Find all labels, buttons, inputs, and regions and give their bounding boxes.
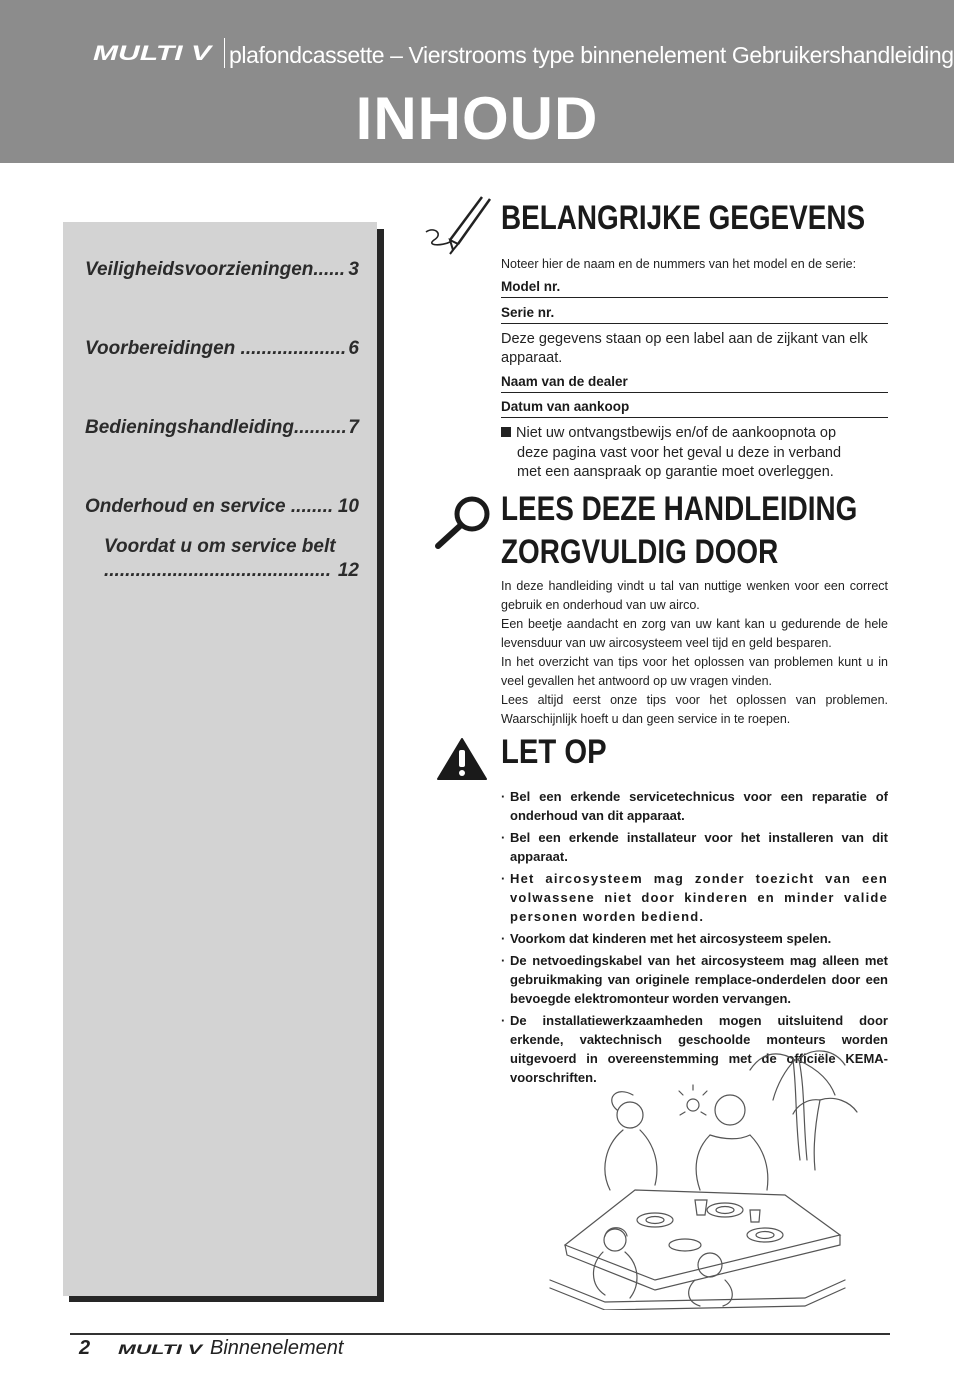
caution-item: · Het aircosysteem mag zonder toezicht van een volwassene niet door kinderen en minder valide personen worden bediend.	[501, 869, 888, 926]
important-intro: Noteer hier de naam en de nummers van het model en de serie:	[501, 257, 857, 271]
header-divider	[224, 38, 225, 68]
toc-item-operation[interactable]: Bedieningshandleiding.......... 7	[85, 417, 359, 438]
page-title: INHOUD	[355, 85, 599, 152]
toc-panel	[63, 222, 377, 1296]
read-paragraph: Een beetje aandacht en zorg van uw kant kan u gedurende de hele levensduur van uw aircosysteem veel tijd en geld besparen.	[501, 617, 888, 650]
toc-item-preparation[interactable]: Voorbereidingen .................... 6	[85, 338, 359, 359]
dealer-name-field: Naam van de dealer	[501, 374, 888, 393]
label-location-text: Deze gegevens staan op een label aan de zijkant van elk apparaat.	[501, 331, 868, 366]
pen-icon	[420, 196, 492, 258]
read-paragraph: Lees altijd eerst onze tips voor het oplossen van problemen. Waarschijnlijk hoeft u dan geen service in te roepen.	[501, 693, 888, 726]
caution-item: · Voorkom dat kinderen met het aircosysteem spelen.	[501, 929, 888, 948]
receipt-note: Niet uw ontvangstbewijs en/of de aankoopnota op deze pagina vast voor het geval u deze in verband met een aanspraak op garantie moet overleggen.	[501, 424, 888, 483]
caution-item: · De installatiewerkzaamheden mogen uitsluitend door erkende, vaktechnisch geschoolde monteurs worden uitgevoerd in overeenstemming met de officiële KEMA-voorschriften.	[501, 1011, 888, 1087]
toc-item-maintenance[interactable]: Onderhoud en service ........ 10	[85, 496, 359, 517]
toc-subitem-before-service[interactable]: Voordat u om service belt ........................................... 12	[104, 536, 359, 581]
multi-v-logo	[118, 1340, 205, 1358]
footer-brand-text: MULTI V	[118, 1341, 205, 1357]
model-number-field: Model nr.	[501, 279, 888, 298]
footer-section-name: Binnenelement	[210, 1337, 344, 1359]
page-number: 2	[79, 1337, 91, 1359]
read-paragraph: In het overzicht van tips voor het oplossen van problemen kunt u in veel gevallen het antwoord op uw vragen vinden.	[501, 655, 888, 688]
read-manual-text	[501, 577, 888, 729]
brand-text: MULTI V	[93, 42, 214, 65]
square-bullet-icon	[501, 427, 511, 437]
document-subtitle: plafondcassette – Vierstrooms type binnenelement Gebruikershandleiding	[229, 42, 954, 68]
section-title-important: BELANGRIJKE GEGEVENS	[501, 199, 866, 237]
warning-icon	[436, 737, 488, 781]
read-paragraph: In deze handleiding vindt u tal van nuttige wenken voor een correct gebruik en onderhoud van uw airco.	[501, 579, 888, 612]
section-title-read-manual: LEES DEZE HANDLEIDING ZORGVULDIG DOOR	[501, 490, 858, 571]
magnifier-icon	[432, 494, 494, 552]
caution-item: · De netvoedingskabel van het aircosysteem mag alleen met gebruikmaking van originele remplace-onderdelen door een bevoegde elektromonteur worden vervangen.	[501, 951, 888, 1008]
toc-item-safety[interactable]: Veiligheidsvoorzieningen...... 3	[85, 259, 359, 280]
serial-number-field: Serie nr.	[501, 305, 888, 324]
multi-v-logo	[93, 36, 218, 72]
page-header	[0, 0, 954, 163]
caution-item: · Bel een erkende servicetechnicus voor een reparatie of onderhoud van dit apparaat.	[501, 787, 888, 825]
section-title-caution: LET OP	[501, 733, 607, 771]
footer-rule	[70, 1333, 890, 1335]
caution-item: · Bel een erkende installateur voor het installeren van dit apparaat.	[501, 828, 888, 866]
family-picnic-illustration	[545, 1040, 865, 1310]
purchase-date-field: Datum van aankoop	[501, 399, 888, 418]
